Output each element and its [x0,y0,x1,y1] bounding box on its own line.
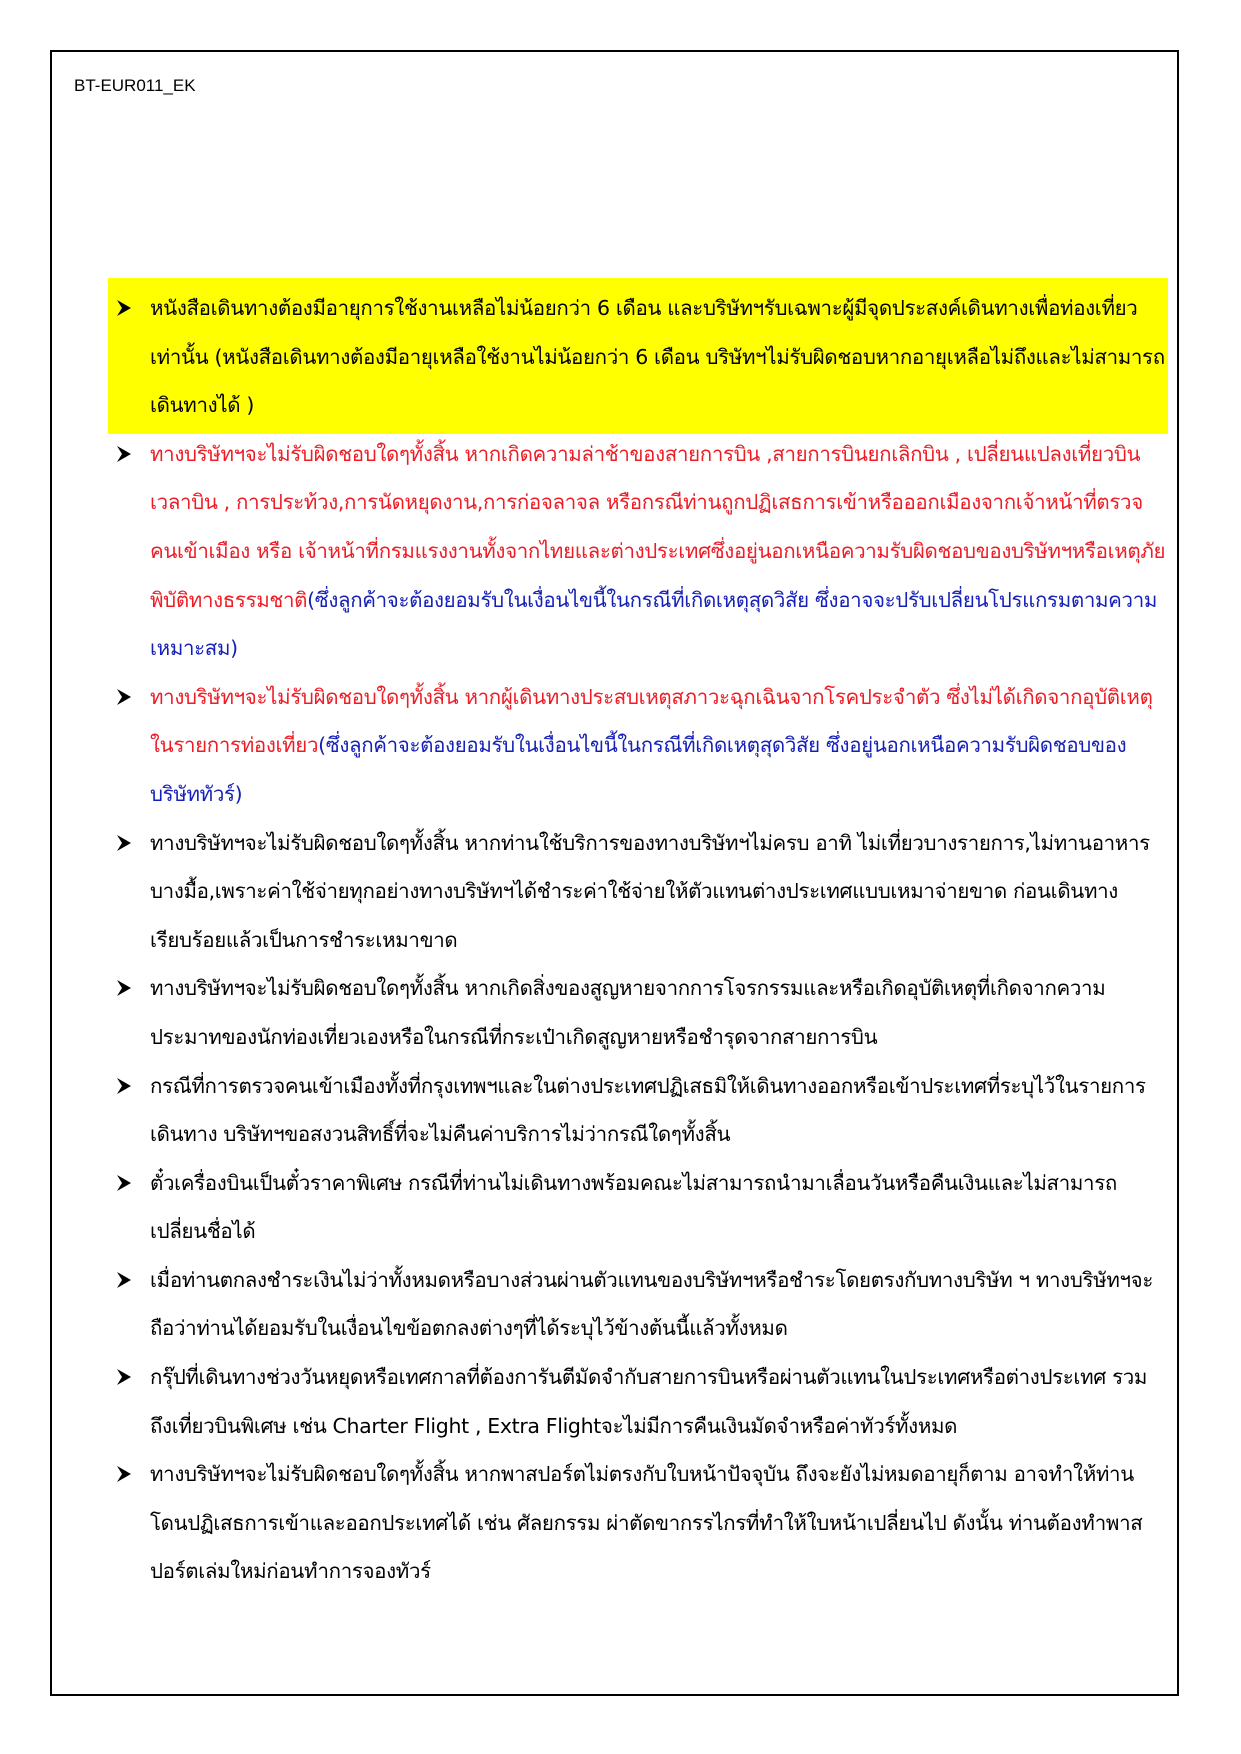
arrowhead-bullet-icon [114,819,134,867]
term-payment-acceptance [108,1256,1168,1353]
term-passport-photo-mismatch [108,1450,1168,1596]
term-special-fare-ticket [108,1159,1168,1256]
term-text: หนังสือเดินทางต้องมีอายุการใช้งานเหลือไม่น้อยกว่า 6 เดือน และบริษัทฯรับเฉพาะผู้มีจุดประสงค์เดินทางเพื่อท่องเที่ยวเท่านั้น (หนังสือเดินทางต้องมีอายุเหลือใช้งานไม่น้อยกว่า 6 เดือน บริษัทฯไม่รับผิดชอบหากอายุเหลือไม่ถึงและไม่สามารถเดินทางได้ ) [150,296,1165,418]
arrowhead-bullet-icon [114,1450,134,1498]
term-text: ทางบริษัทฯจะไม่รับผิดชอบใดๆทั้งสิ้น หากท่านใช้บริการของทางบริษัทฯไม่ครบ อาทิ ไม่เที่ยวบางรายการ,ไม่ทานอาหารบางมื้อ,เพราะค่าใช้จ่ายทุกอย่างทางบริษัทฯได้ชำระค่าใช้จ่ายให้ตัวแทนต่างประเทศแบบเหมาจ่ายขาด ก่อนเดินทางเรียบร้อยแล้วเป็นการชำระเหมาขาด [150,830,1150,952]
term-text: เมื่อท่านตกลงชำระเงินไม่ว่าทั้งหมดหรือบางส่วนผ่านตัวแทนของบริษัทฯหรือชำระโดยตรงกับทางบริษัท ฯ ทางบริษัทฯจะถือว่าท่านได้ยอมรับในเงื่อนไขข้อตกลงต่างๆที่ได้ระบุไว้ข้างต้นนี้แล้วทั้งหมด [150,1267,1153,1341]
arrowhead-bullet-icon [114,284,134,332]
term-text-red: ทางบริษัทฯจะไม่รับผิดชอบใดๆทั้งสิ้น หากเกิดความล่าช้าของสายการบิน ,สายการบินยกเลิกบิน , เปลี่ยนแปลงเที่ยวบิน เวลาบิน , การประท้วง,การนัดหยุดงาน,การก่อจลาจล หรือกรณีท่านถูกปฏิเสธการเข้าหรือออกเมืองจากเจ้าหน้าที่ตรวจคนเข้าเมือง หรือ เจ้าหน้าที่กรมแรงงานทั้งจากไทยและต่างประเทศซึ่งอยู่นอกเหนือความรับผิดชอบของบริษัทฯหรือเหตุภัยพิบัติทางธรรมชาติ [150,441,1166,612]
term-passport-validity [108,284,1168,430]
term-flight-delay [108,430,1168,673]
term-lost-belongings [108,964,1168,1061]
term-text: ตั๋วเครื่องบินเป็นตั๋วราคาพิเศษ กรณีที่ท่านไม่เดินทางพร้อมคณะไม่สามารถนำมาเลื่อนวันหรือคืนเงินและไม่สามารถเปลี่ยนชื่อได้ [150,1170,1117,1244]
term-text: ทางบริษัทฯจะไม่รับผิดชอบใดๆทั้งสิ้น หากพาสปอร์ตไม่ตรงกับใบหน้าปัจจุบัน ถึงจะยังไม่หมดอายุก็ตาม อาจทำให้ท่านโดนปฏิเสธการเข้าและออกประเทศได้ เช่น ศัลยกรรม ผ่าตัดขากรรไกรที่ทำให้ใบหน้าเปลี่ยนไป ดังนั้น ท่านต้องทำพาสปอร์ตเล่มใหม่ก่อนทำการจองทัวร์ [150,1462,1143,1584]
term-unused-services [108,819,1168,965]
arrowhead-bullet-icon [114,1159,134,1207]
term-text-blue: (ซึ่งลูกค้าจะต้องยอมรับในเงื่อนไขนี้ในกรณีที่เกิดเหตุสุดวิสัย ซึ่งอาจจะปรับเปลี่ยนโปรแกรมตามความเหมาะสม) [150,587,1158,661]
term-holiday-deposit [108,1353,1168,1450]
arrowhead-bullet-icon [114,964,134,1012]
arrowhead-bullet-icon [114,673,134,721]
term-text: กรณีที่การตรวจคนเข้าเมืองทั้งที่กรุงเทพฯและในต่างประเทศปฏิเสธมิให้เดินทางออกหรือเข้าประเทศที่ระบุไว้ในรายการเดินทาง บริษัทฯขอสงวนสิทธิ์ที่จะไม่คืนค่าบริการไม่ว่ากรณีใดๆทั้งสิ้น [150,1073,1146,1147]
arrowhead-bullet-icon [114,430,134,478]
arrowhead-bullet-icon [114,1256,134,1304]
arrowhead-bullet-icon [114,1353,134,1401]
term-immigration-denial [108,1062,1168,1159]
term-text-red: ทางบริษัทฯจะไม่รับผิดชอบใดๆทั้งสิ้น หากผู้เดินทางประสบเหตุสภาวะฉุกเฉินจากโรคประจำตัว ซึ่งไม่ได้เกิดจากอุบัติเหตุในรายการท่องเที่ยว [150,684,1153,758]
term-medical-emergency [108,673,1168,819]
term-text-blue: (ซึ่งลูกค้าจะต้องยอมรับในเงื่อนไขนี้ในกรณีที่เกิดเหตุสุดวิสัย ซึ่งอยู่นอกเหนือความรับผิดชอบของบริษัททัวร์) [150,733,1127,806]
term-text: กรุ๊ปที่เดินทางช่วงวันหยุดหรือเทศกาลที่ต้องการันตีมัดจำกับสายการบินหรือผ่านตัวแทนในประเทศหรือต่างประเทศ รวมถึงเที่ยวบินพิเศษ เช่น Charter Flight , Extra Flightจะไม่มีการคืนเงินมัดจำหรือค่าทัวร์ทั้งหมด [150,1365,1148,1438]
terms-list [108,284,1168,1596]
document-code: BT-EUR011_EK [74,76,196,95]
arrowhead-bullet-icon [114,1062,134,1110]
term-text: ทางบริษัทฯจะไม่รับผิดชอบใดๆทั้งสิ้น หากเกิดสิ่งของสูญหายจากการโจรกรรมและหรือเกิดอุบัติเหตุที่เกิดจากความประมาทของนักท่องเที่ยวเองหรือในกรณีที่กระเป๋าเกิดสูญหายหรือชำรุดจากสายการบิน [150,976,1106,1049]
